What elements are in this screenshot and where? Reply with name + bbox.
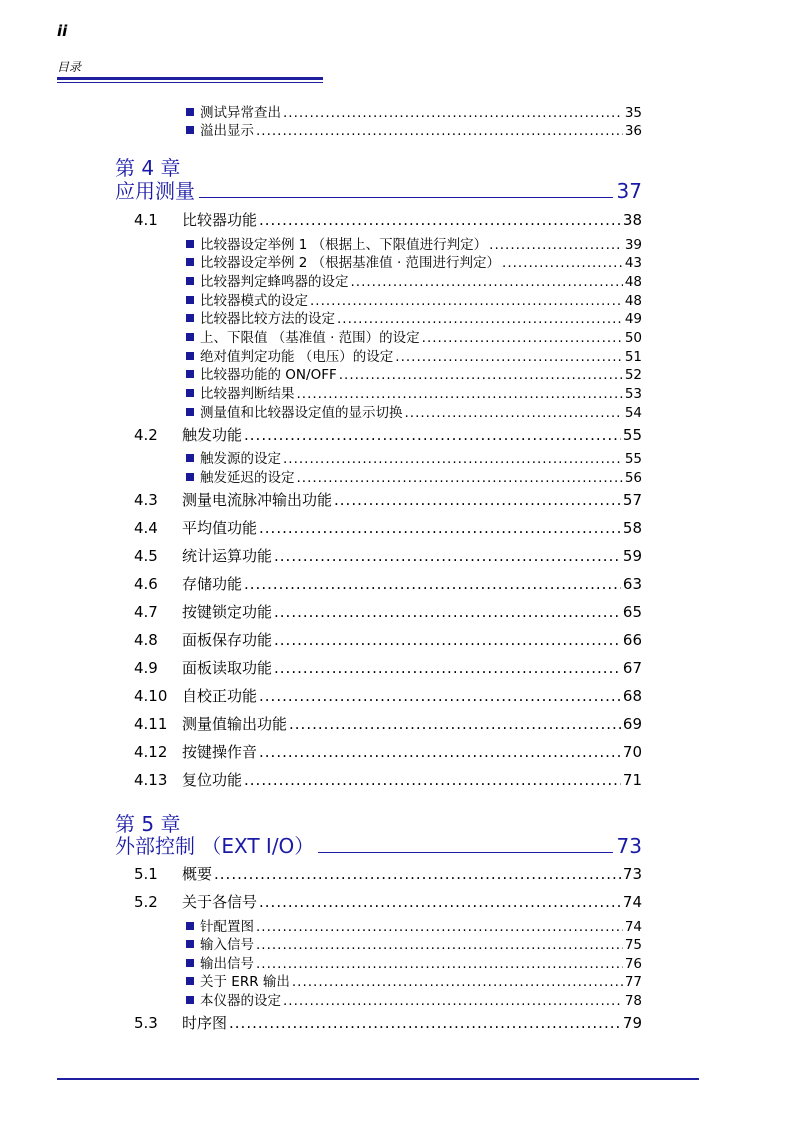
running-header: 目录 bbox=[57, 60, 82, 74]
toc-entry[interactable]: 触发源的设定 ..... 55 bbox=[186, 447, 642, 467]
toc-entry[interactable]: 比较器比较方法的设定 ..... 49 bbox=[186, 307, 642, 327]
bullet-icon bbox=[186, 258, 194, 266]
bullet-icon bbox=[186, 370, 194, 378]
bullet-icon bbox=[186, 240, 194, 248]
toc-section[interactable]: 4.5 统计运算功能 ..... 59 bbox=[134, 545, 642, 566]
toc-section[interactable]: 4.10 自校正功能 ..... 68 bbox=[134, 685, 642, 706]
toc-entry[interactable]: 输出信号 ..... 76 bbox=[186, 952, 642, 972]
chapter-title-row[interactable] bbox=[115, 830, 642, 859]
toc-entry[interactable]: 比较器功能的 ON/OFF ..... 52 bbox=[186, 363, 642, 383]
bullet-icon bbox=[186, 277, 194, 285]
toc-section[interactable]: 5.3 时序图 ..... 79 bbox=[134, 1012, 642, 1033]
bullet-icon bbox=[186, 108, 194, 116]
toc-section[interactable]: 4.11 测量值输出功能 ..... 69 bbox=[134, 713, 642, 734]
toc-entry[interactable]: 针配置图 ..... 74 bbox=[186, 915, 642, 935]
bullet-icon bbox=[186, 977, 194, 985]
bullet-icon bbox=[186, 922, 194, 930]
toc-section[interactable]: 4.1 比较器功能 ..... 38 bbox=[134, 209, 642, 230]
page-number: ii bbox=[57, 22, 68, 40]
bullet-icon bbox=[186, 940, 194, 948]
chapter-rule bbox=[199, 179, 613, 198]
toc-section[interactable]: 5.2 关于各信号 ..... 74 bbox=[134, 891, 642, 912]
toc-entry[interactable]: 比较器模式的设定 ..... 48 bbox=[186, 289, 642, 309]
toc-section[interactable]: 4.8 面板保存功能 ..... 66 bbox=[134, 629, 642, 650]
toc-entry[interactable]: 触发延迟的设定 ..... 56 bbox=[186, 466, 642, 486]
chapter-page: 37 bbox=[616, 179, 642, 203]
toc-entry[interactable]: 测试异常查出 ..... 35 bbox=[186, 101, 642, 121]
chapter-heading: 第 4 章 bbox=[115, 156, 181, 180]
bullet-icon bbox=[186, 389, 194, 397]
toc-entry[interactable]: 比较器判定蜂鸣器的设定 ..... 48 bbox=[186, 270, 642, 290]
toc-entry[interactable]: 比较器判断结果 ..... 53 bbox=[186, 382, 642, 402]
toc-entry[interactable]: 测量值和比较器设定值的显示切换 ..... 54 bbox=[186, 401, 642, 421]
bullet-icon bbox=[186, 314, 194, 322]
header-rule-thin bbox=[57, 82, 323, 83]
toc-entry[interactable]: 比较器设定举例 2 （根据基准值 · 范围进行判定） ..... 43 bbox=[186, 251, 642, 271]
bullet-icon bbox=[186, 126, 194, 134]
toc-entry[interactable]: 输入信号 ..... 75 bbox=[186, 933, 642, 953]
bullet-icon bbox=[186, 959, 194, 967]
bullet-icon bbox=[186, 333, 194, 341]
toc-entry[interactable]: 关于 ERR 输出 ..... 77 bbox=[186, 970, 642, 990]
toc-section[interactable]: 4.2 触发功能 ..... 55 bbox=[134, 424, 642, 445]
bullet-icon bbox=[186, 296, 194, 304]
toc-entry[interactable]: 上、下限值 （基准值 · 范围）的设定 ..... 50 bbox=[186, 326, 642, 346]
toc-entry[interactable]: 本仪器的设定 ..... 78 bbox=[186, 989, 642, 1009]
chapter-page: 73 bbox=[616, 834, 642, 858]
toc-entry[interactable]: 比较器设定举例 1 （根据上、下限值进行判定） ..... 39 bbox=[186, 233, 642, 253]
chapter-title: 应用测量 bbox=[115, 179, 195, 203]
chapter-rule bbox=[318, 834, 612, 853]
chapter-title: 外部控制 （EXT I/O） bbox=[115, 834, 315, 858]
toc-section[interactable]: 4.7 按键锁定功能 ..... 65 bbox=[134, 601, 642, 622]
toc-section[interactable]: 4.9 面板读取功能 ..... 67 bbox=[134, 657, 642, 678]
toc-section[interactable]: 4.6 存储功能 ..... 63 bbox=[134, 573, 642, 594]
bullet-icon bbox=[186, 996, 194, 1004]
chapter-heading: 第 5 章 bbox=[115, 812, 181, 836]
bullet-icon bbox=[186, 352, 194, 360]
toc-section[interactable]: 4.12 按键操作音 ..... 70 bbox=[134, 741, 642, 762]
chapter-title-row[interactable] bbox=[115, 175, 642, 204]
bullet-icon bbox=[186, 454, 194, 462]
toc-section[interactable]: 4.13 复位功能 ..... 71 bbox=[134, 769, 642, 790]
footer-rule bbox=[57, 1078, 699, 1080]
toc-entry[interactable]: 绝对值判定功能 （电压）的设定 ..... 51 bbox=[186, 345, 642, 365]
toc-section[interactable]: 4.4 平均值功能 ..... 58 bbox=[134, 517, 642, 538]
toc-section[interactable]: 5.1 概要 ..... 73 bbox=[134, 863, 642, 884]
header-rule bbox=[57, 77, 323, 80]
bullet-icon bbox=[186, 473, 194, 481]
bullet-icon bbox=[186, 408, 194, 416]
toc-section[interactable]: 4.3 测量电流脉冲输出功能 ..... 57 bbox=[134, 489, 642, 510]
toc-entry[interactable]: 溢出显示 ..... 36 bbox=[186, 119, 642, 139]
